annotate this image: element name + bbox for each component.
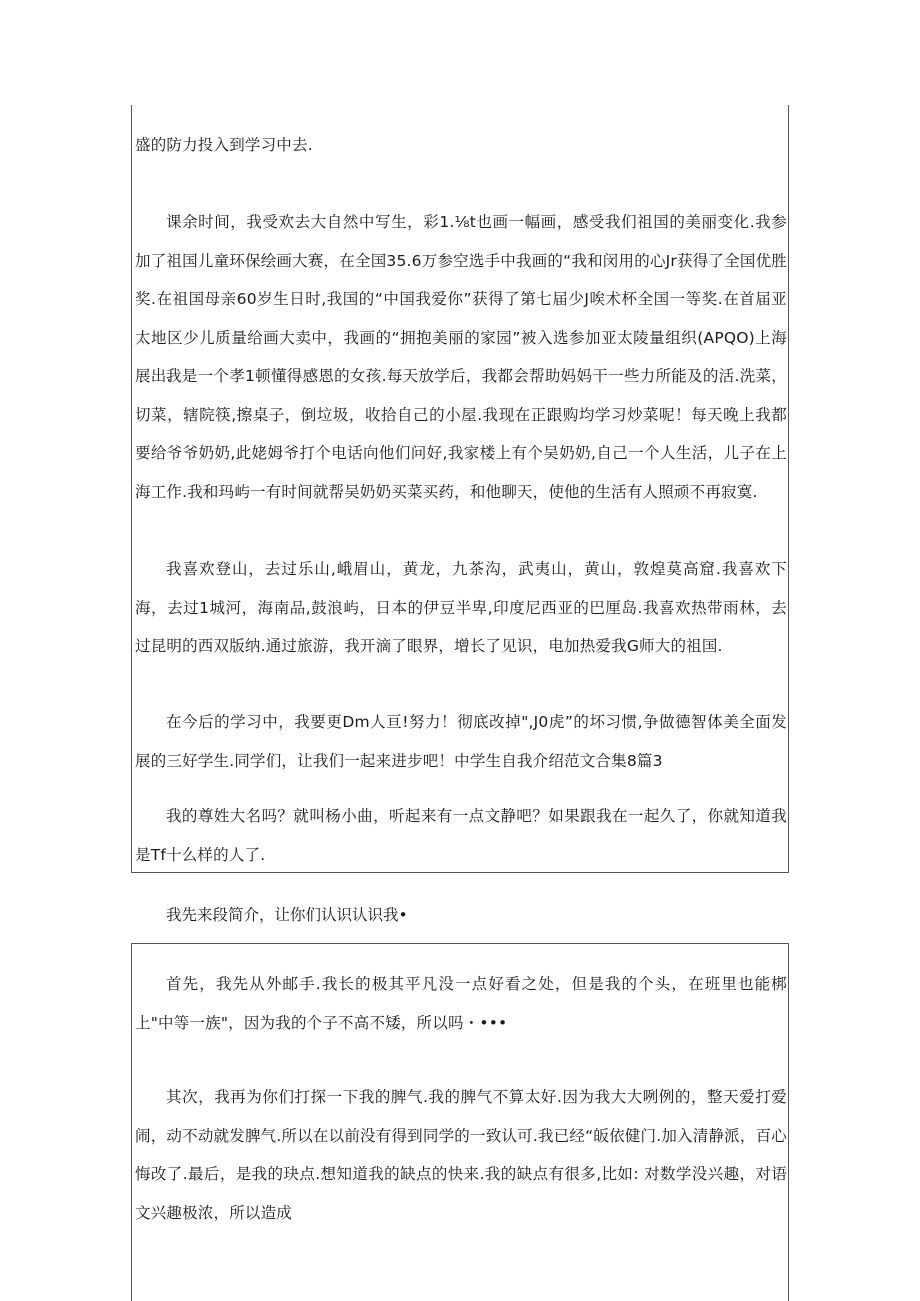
paragraph-appearance: 首先，我先从外邮手.我长的极其平凡没一点好看之处，但是我的个头，在班里也能梆上"中等一族"，因为我的个子不高不矮，所以吗・••• [135,975,787,1032]
paragraph-art: 课余时间，我受欢去大自然中写生，彩1.⅛t也画一幅画，感受我们祖国的美丽变化.我参加了祖国儿童环保绘画大赛，在全国35.6万参空选手中我画的“我和闵用的心Jr获得了全国优胜奖.在祖国母亲60岁生日时,我国的“中国我爱你”获得了第七届少J唉术杯全国一等奖.在首届亚太地区少儿质量给画大卖中，我画的“拥抱美丽的家园”被入选参加亚太陵量组织(APQO)上海展出. [135,213,787,385]
top-text-box [131,105,789,873]
paragraph-travel: 我喜欢登山，去过乐山,峨眉山，黄龙，九茶沟，武夷山，黄山，敦煌莫高窟.我喜欢下海，去过1城河，海南品,鼓浪屿，日本的伊豆半卑,印度尼西亚的巴厘岛.我喜欢热带雨林，去过昆明的西双版纳.通过旅游，我开滴了眼界，增长了见识，电加热爱我G师大的祖国. [135,560,787,655]
paragraph-family: 我是一个孝1顿懂得感恩的女孩.每天放学后，我都会帮助妈妈干一些力所能及的活.洗菜，切菜，辖院筷,擦桌子，倒垃圾，收拾自己的小屋.我现在正跟购均学习炒菜呢！每天晚上我都要给爷爷奶奶,此姥姆爷打个电话向他们问好,我家楼上有个吴奶奶,自己一个人生活，儿子在上海工作.我和玛屿一有时间就帮吴奶奶买菜买药，和他聊天，使他的生活有人照顽不再寂寞. [135,367,787,501]
paragraph-continued: 盛的防力投入到学习中去. [135,136,313,154]
bottom-text-box [131,943,789,1301]
paragraph-name: 我的尊姓大名吗？就叫杨小曲，听起来有一点文静吧？如果跟我在一起久了，你就知道我是Tf十么样的人了. [135,807,787,864]
intro-line: 我先来段简介，让你们认识认识我• [166,906,408,924]
paragraph-temper: 其次，我再为你们打探一下我的脾气.我的脾气不算太好.因为我大大咧例的，整天爱打爱闹，动不动就发脾气.所以在以前没有得到同学的一致认可.我已经“皈依健门.加入清静派，百心悔改了.最后，是我的玦点.想知道我的缺点的快来.我的缺点有很多,比如: 对数学没兴趣，对语文兴趣极浓，所以造成 [135,1088,787,1222]
paragraph-goals: 在今后的学习中，我要更Dm人亘!努力！彻底改掉",J0虎”的坏习惯,争做德智体美全面发展的三好学生.同学们，让我们一起来进步吧！中学生自我介绍范文合集8篇3 [135,713,787,770]
